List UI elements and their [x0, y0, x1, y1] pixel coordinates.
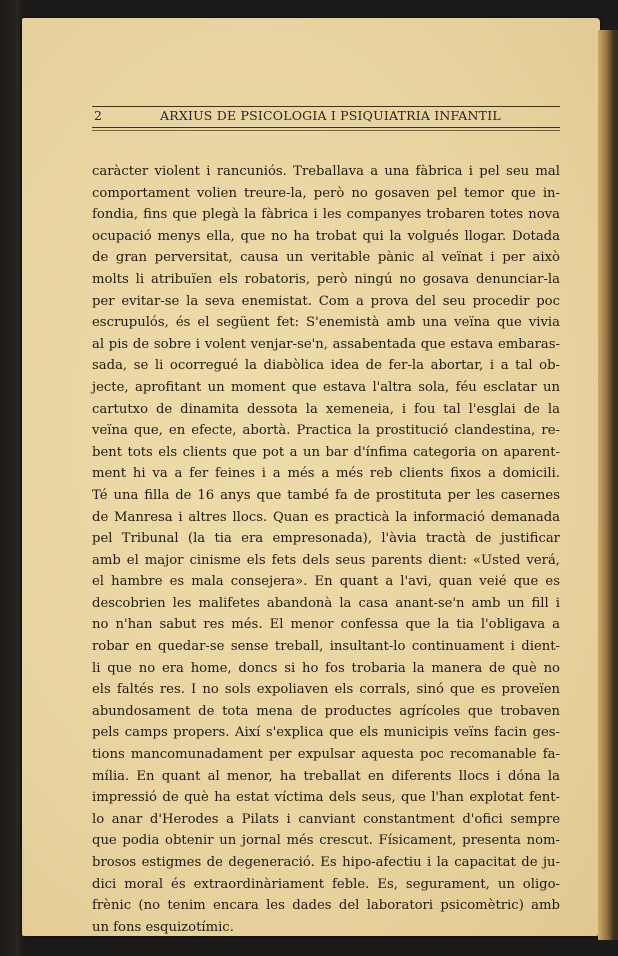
header-rule-top [92, 106, 560, 107]
text-line: dici moral és extraordinàriament feble. Es, segurament, un oligo- [92, 876, 560, 892]
text-line: no n'han sabut res més. El menor confessa que la tia l'obligava a [92, 617, 560, 633]
text-line: impressió de què ha estat víctima dels seus, que l'han explotat fent- [92, 790, 560, 806]
text-line: brosos estigmes de degeneració. Es hipo-afectiu i la capacitat de ju- [92, 855, 560, 870]
text-line: jecte, aprofitant un moment que estava l'altra sola, féu esclatar un [92, 379, 560, 395]
text-line: veïna que, en efecte, abortà. Practica la prostitució clandestina, re- [92, 423, 560, 439]
text-line: bent tots els clients que pot a un bar d'ínfima categoria on aparent- [92, 444, 560, 460]
text-line: amb el major cinisme els fets dels seus parents dient: «Usted verá, [92, 552, 560, 568]
text-line: cartutxo de dinamita dessota la xemeneia, i fou tal l'esglai de la [92, 401, 560, 417]
text-line: al pis de sobre i volent venjar-se'n, assabentada que estava embaras- [92, 336, 560, 352]
running-header [70, 108, 560, 126]
text-line: Té una filla de 16 anys que també fa de prostituta per les casernes [92, 487, 560, 503]
body-text [92, 161, 560, 956]
page-number: 2 [94, 108, 103, 123]
text-line: mília. En quant al menor, ha treballat en diferents llocs i dóna la [92, 768, 560, 784]
text-line: de gran perversitat, causa un veritable pànic al veïnat i per això [92, 250, 560, 266]
text-line: que podia obtenir un jornal més crescut. Físicament, presenta nom- [92, 833, 560, 849]
text-line: abundosament de tota mena de productes agrícoles que trobaven [92, 703, 560, 719]
text-line: pels camps propers. Així s'explica que els municipis veïns facin ges- [92, 725, 560, 741]
text-line: li que no era home, doncs si ho fos trobaria la manera de què no [92, 660, 560, 676]
text-line: sada, se li ocorregué la diabòlica idea de fer-la abortar, i a tal ob- [92, 358, 560, 374]
text-line: els faltés res. I no sols expoliaven els corrals, sinó que es proveïen [92, 682, 560, 698]
text-line: de Manresa i altres llocs. Quan es practicà la informació demanada [92, 509, 560, 525]
book-page-edge [598, 30, 618, 940]
text-line: el hambre es mala consejera». En quant a l'avi, quan veié que es [92, 574, 560, 590]
text-line: un fons esquizotímic. [92, 919, 234, 935]
text-line: pel Tribunal (la tia era empresonada), l'àvia tractà de justificar [92, 531, 560, 547]
text-line: caràcter violent i rancuniós. Treballava a una fàbrica i pel seu mal [92, 164, 560, 179]
text-line: fondia, fins que plegà la fàbrica i les companyes trobaren totes nova [92, 207, 560, 223]
text-line: per evitar-se la seva enemistat. Com a prova del seu procedir poc [92, 293, 560, 309]
observation-7-heading-line: Observació n.º 7.—A. F. F., de Rubí. Detingut per dedicar-se a la [116, 941, 545, 956]
header-rule-bottom [92, 127, 560, 128]
text-line: comportament volien treure-la, però no gosaven pel temor que in- [92, 185, 560, 201]
text-line: robar en quedar-se sense treball, insultant-lo continuament i dient- [92, 639, 560, 655]
text-line: ocupació menys ella, que no ha trobat qui la volgués llogar. Dotada [92, 228, 560, 244]
text-line: molts li atribuïen els robatoris, però ningú no gosava denunciar-la [92, 271, 560, 287]
text-line: lo anar d'Herodes a Pilats i canviant constantment d'ofici sempre [92, 811, 560, 827]
text-line: escrupulós, és el següent fet: S'enemistà amb una veïna que vivia [92, 315, 560, 331]
text-line: frènic (no tenim encara les dades del laboratori psicomètric) amb [92, 898, 560, 914]
text-line: descobrien les malifetes abandonà la casa anant-se'n amb un fill i [92, 595, 560, 611]
header-rule-double [92, 130, 560, 131]
text-line: ment hi va a fer feines i a més a més reb clients fixos a domicili. [92, 466, 560, 482]
text-line: tions mancomunadament per expulsar aquesta poc recomanable fa- [92, 747, 560, 763]
running-title: ARXIUS DE PSICOLOGIA I PSIQUIATRIA INFANTIL [160, 108, 501, 123]
